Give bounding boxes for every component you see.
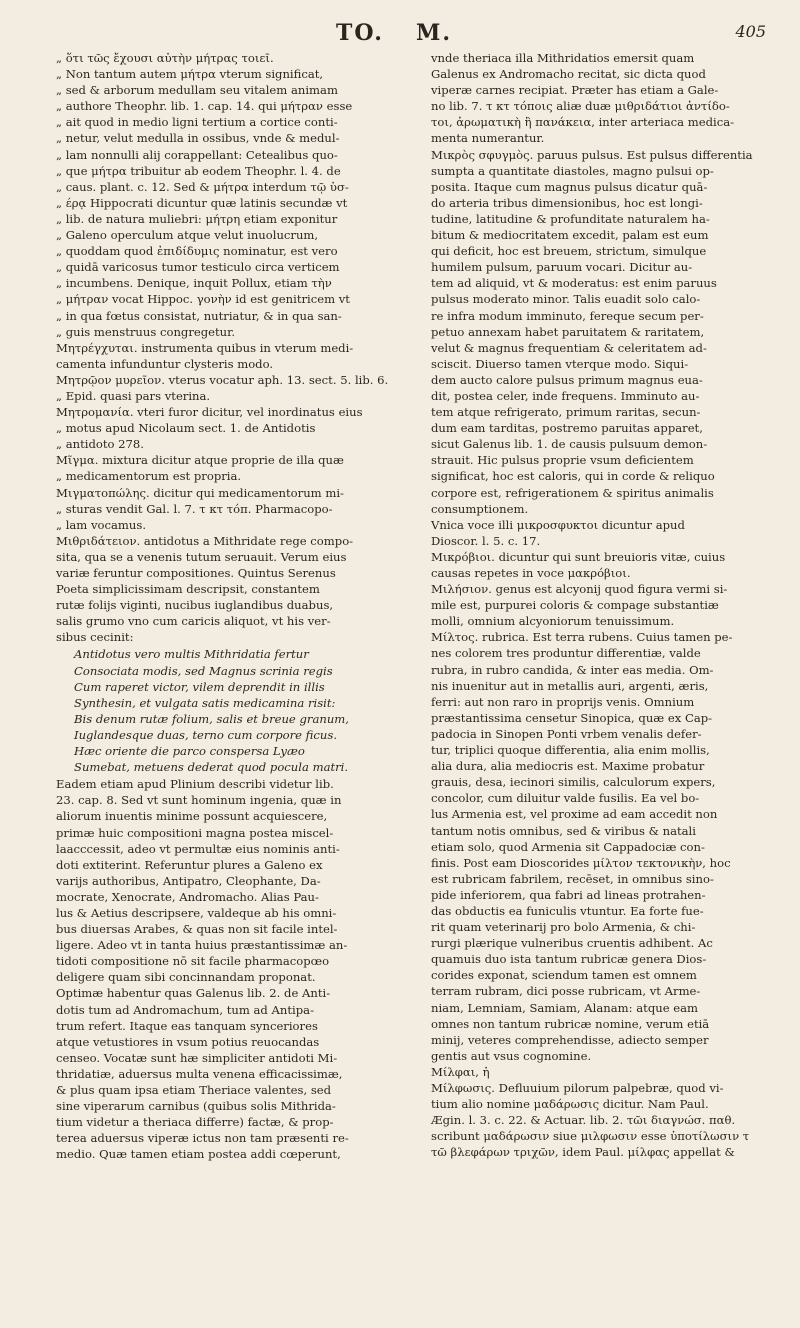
text-line: tium alio nomine μαδάρωσις dicitur. Nam Paul.: [431, 1097, 709, 1112]
text-line: „ quidā varicosus tumor testiculo circa verticem: [56, 260, 340, 275]
text-line: Μικρόβιοι. dicuntur qui sunt breuioris vitæ, cuius: [431, 549, 726, 564]
text-line: ligere. Adeo vt in tanta huius præstantissimæ an-: [56, 938, 348, 953]
text-line: das obductis ea funiculis vtuntur. Ea forte fue-: [431, 903, 704, 918]
text-line: velut & magnus frequentiam & celeritatem ad-: [431, 340, 707, 355]
text-line: Μιθριδάτειον. antidotus a Mithridate rege compo-: [56, 533, 354, 548]
verse-line: Synthesin, et vulgata satis medicamina risit:: [74, 695, 336, 710]
text-line: viperæ carnes recipiat. Præter has etiam a Gale-: [431, 83, 719, 98]
running-head-left: TO.: [336, 20, 384, 46]
text-line: bitum & mediocritatem excedit, palam est eum: [431, 228, 709, 243]
text-line: humilem pulsum, paruum vocari. Dicitur au-: [431, 260, 693, 275]
text-line: significat, hoc est caloris, qui in corde & reliquo: [431, 469, 715, 484]
text-line: sicut Galenus lib. 1. de causis pulsuum demon-: [431, 437, 708, 452]
text-line: Dioscor. l. 5. c. 17.: [431, 533, 541, 548]
text-line: Eadem etiam apud Plinium describi videtur lib.: [56, 777, 334, 792]
text-line: pide inferiorem, qua fabri ad lineas protrahen-: [431, 887, 706, 902]
page-header: [56, 14, 766, 46]
text-line: Μητρέγχυται. instrumenta quibus in vterum medi-: [56, 340, 354, 355]
verse-block: [74, 646, 391, 775]
text-line: medio. Quæ tamen etiam postea addi cœperunt,: [56, 1147, 341, 1162]
text-line: Μητρομανία. vteri furor dicitur, vel inordinatus eius: [56, 405, 363, 420]
text-line: præstantissima censetur Sinopica, quæ ex Cap-: [431, 710, 713, 725]
text-line: „ έρᾳ Hippocrati dicuntur quæ latinis secundæ vt: [56, 195, 348, 210]
text-line: „ Non tantum autem μήτρα vterum significat,: [56, 67, 324, 82]
text-line: „ lam vocamus.: [56, 517, 147, 532]
text-line: lus & Aetius descripsere, valdeque ab his omni-: [56, 905, 337, 920]
text-line: mocrate, Xenocrate, Andromacho. Alias Pau-: [56, 889, 319, 904]
text-line: Poeta simplicissimam descripsit, constantem: [56, 582, 320, 597]
text-line: no lib. 7. τ κτ τόποις aliæ duæ μιθριδάτιοι ἀντίδο-: [431, 99, 730, 114]
text-line: „ guis menstruus congregetur.: [56, 324, 236, 339]
verse-line: Cum raperet victor, vilem deprendit in illis: [74, 679, 325, 694]
text-columns: [56, 50, 766, 1162]
text-line: terram rubram, dici posse rubricam, vt Arme-: [431, 984, 701, 999]
text-line: sine viperarum carnibus (quibus solis Mithrida-: [56, 1099, 336, 1114]
text-line: menta numerantur.: [431, 131, 545, 146]
text-line: strauit. Hic pulsus proprie vsum deficientem: [431, 453, 694, 468]
text-line: Optimæ habentur quas Galenus lib. 2. de Anti-: [56, 986, 331, 1001]
text-line: dum eam tarditas, postremo paruitas apparet,: [431, 421, 703, 436]
text-line: „ lib. de natura muliebri: μήτρη etiam exponitur: [56, 211, 338, 226]
text-line: „ authore Theophr. lib. 1. cap. 14. qui μήτραν esse: [56, 99, 353, 114]
running-head-right: M.: [416, 20, 453, 46]
text-line: padocia in Sinopen Ponti vrbem venalis defer-: [431, 726, 702, 741]
text-line: Μίλτος. rubrica. Est terra rubens. Cuius tamen pe-: [431, 630, 733, 645]
text-line: minij, veteres comprehendisse, adiecto semper: [431, 1032, 709, 1047]
text-line: Μικρὸς σφυγμὸς. paruus pulsus. Est pulsus differentia: [431, 147, 753, 162]
text-line: censeo. Vocatæ sunt hæ simpliciter antidoti Mi-: [56, 1050, 338, 1065]
text-line: causas repetes in voce μακρόβιοι.: [431, 566, 631, 580]
text-line: „ sed & arborum medullam seu vitalem animam: [56, 83, 338, 98]
text-line: „ in qua fœtus consistat, nutriatur, & in qua san-: [56, 308, 342, 323]
text-line: nis inuenitur aut in metallis auri, argenti, æris,: [431, 678, 709, 693]
text-line: Μίλφωσις. Defluuium pilorum palpebræ, quod vi-: [431, 1081, 724, 1095]
text-line: thridatiæ, aduersus multa venena efficacissimæ,: [56, 1066, 343, 1081]
left-column: [56, 50, 391, 1162]
text-line: variæ feruntur compositiones. Quintus Serenus: [56, 566, 336, 580]
text-line: est rubricam fabrilem, recēset, in omnibus sino-: [431, 871, 714, 886]
text-line: tem ad aliquid, vt & moderatus: est enim paruus: [431, 276, 717, 291]
text-line: dit, postea celer, inde frequens. Imminuto au-: [431, 388, 700, 403]
text-line: „ Galeno operculum atque velut inuolucrum,: [56, 228, 319, 243]
text-line: tidoti compositione nō sit facile pharmacopœo: [56, 954, 330, 969]
text-line: pulsus moderato minor. Talis euadit solo calo-: [431, 292, 701, 307]
text-line: primæ huic compositioni magna postea miscel-: [56, 825, 334, 840]
text-line: „ antidoto 278.: [56, 437, 144, 452]
text-line: varijs authoribus, Antipatro, Cleophante, Da-: [56, 873, 321, 888]
text-line: „ netur, velut medulla in ossibus, vnde & medul-: [56, 131, 340, 146]
text-line: Ægin. l. 3. c. 22. & Actuar. lib. 2. τῶι διαγνώσ. παθ.: [431, 1113, 736, 1128]
text-line: τοι, ἀρωματικὴ ἢ πανάκεια, inter arteriaca medica-: [431, 115, 735, 130]
text-line: gentis aut vsus cognomine.: [431, 1048, 592, 1063]
text-line: „ μήτραν vocat Hippoc. γονὴν id est genitricem vt: [56, 292, 350, 307]
text-line: bus diuersas Arabes, & quas non sit facile intel-: [56, 922, 338, 937]
text-line: rurgi plærique vulneribus cruentis adhibent. Ac: [431, 936, 713, 951]
text-line: Vnica voce illi μικροσφυκτοι dicuntur apud: [431, 517, 685, 532]
verse-line: Consociata modis, sed Magnus scrinia regis: [74, 663, 333, 678]
text-line: atque vetustiores in vsum potius reuocandas: [56, 1034, 320, 1049]
text-line: Μῖγμα. mixtura dicitur atque proprie de illa quæ: [56, 453, 344, 468]
text-line: camenta infunduntur clysteris modo.: [56, 356, 274, 371]
text-line: „ caus. plant. c. 12. Sed & μήτρα interdum τῷ ὑσ-: [56, 179, 349, 194]
text-line: corpore est, refrigerationem & spiritus animalis: [431, 485, 714, 500]
text-line: scribunt μαδάρωσιν siue μιλφωσιν esse ὑποτίλωσιν τ: [431, 1129, 750, 1144]
text-line: corides exponat, sciendum tamen est omnem: [431, 968, 697, 983]
text-line: Galenus ex Andromacho recitat, sic dicta quod: [431, 67, 706, 82]
text-line: 23. cap. 8. Sed vt sunt hominum ingenia, quæ in: [56, 793, 342, 808]
text-line: salis grumo vno cum caricis aliquot, vt his ver-: [56, 614, 331, 629]
text-line: rutæ folijs viginti, nucibus iuglandibus duabus,: [56, 598, 334, 613]
text-line: nes colorem tres produntur differentiæ, valde: [431, 646, 701, 661]
text-line: doti extiterint. Referuntur plures a Galeno ex: [56, 857, 323, 872]
text-line: „ sturas vendit Gal. l. 7. τ κτ τόπ. Pharmacopo-: [56, 501, 333, 516]
text-line: sumpta a quantitate diastoles, magno pulsui op-: [431, 163, 714, 178]
text-line: re infra modum imminuto, fereque secum per-: [431, 308, 704, 323]
verse-line: Iuglandesque duas, terno cum corpore ficus.: [74, 727, 338, 742]
text-line: terea aduersus viperæ ictus non tam præsenti re-: [56, 1131, 349, 1146]
text-line: sciscit. Diuerso tamen vterque modo. Siqui-: [431, 356, 689, 371]
text-line: quamuis duo ista tantum rubricæ genera Dios-: [431, 952, 707, 967]
text-line: tantum notis omnibus, sed & viribus & natali: [431, 823, 696, 838]
text-line: consumptionem.: [431, 501, 529, 516]
text-line: Μίλφαι, ἡ: [431, 1064, 490, 1079]
text-line: τῶ βλεφάρων τριχῶν, idem Paul. μίλφας appellat &: [431, 1145, 735, 1160]
verse-line: Antidotus vero multis Mithridatia fertur: [74, 647, 309, 662]
text-line: rit quam veterinarij pro bolo Armenia, & chi-: [431, 920, 696, 935]
text-line: concolor, cum diluitur valde fusilis. Ea vel bo-: [431, 791, 700, 806]
text-line: trum refert. Itaque eas tanquam synceriores: [56, 1018, 318, 1033]
text-line: dotis tum ad Andromachum, tum ad Antipa-: [56, 1002, 314, 1017]
text-line: „ lam nonnulli alij corappellant: Cetealibus quo-: [56, 147, 338, 162]
text-line: deligere quam sibi concinnandam proponat.: [56, 970, 316, 985]
text-line: alia dura, alia mediocris est. Maxime probatur: [431, 759, 705, 774]
text-line: omnes non tantum rubricæ nomine, verum etiā: [431, 1016, 710, 1031]
text-line: laacccessit, adeo vt permultæ eius nominis anti-: [56, 841, 340, 856]
text-line: posita. Itaque cum magnus pulsus dicatur quā-: [431, 179, 708, 194]
text-line: „ ait quod in medio ligni tertium a cortice conti-: [56, 115, 338, 130]
text-line: rubra, in rubro candida, & inter eas media. Om-: [431, 662, 714, 677]
text-line: tium videtur a theriaca differre) factæ, & prop-: [56, 1115, 334, 1130]
text-line: „ ὅτι τῶς ἔχουσι αὐτὴν μήτρας τοιεῖ.: [56, 51, 274, 65]
text-line: sita, qua se a venenis tutum seruauit. Verum eius: [56, 549, 347, 564]
text-line: do arteria tribus dimensionibus, hoc est longi-: [431, 195, 703, 210]
text-line: ferri: aut non raro in proprijs venis. Omnium: [431, 694, 695, 709]
text-line: „ incumbens. Denique, inquit Pollux, etiam τὴν: [56, 276, 332, 291]
text-line: „ motus apud Nicolaum sect. 1. de Antidotis: [56, 421, 316, 436]
text-line: molli, omnium alcyoniorum tenuissimum.: [431, 614, 675, 629]
text-line: tur, triplici quoque differentia, alia enim mollis,: [431, 743, 710, 758]
text-line: Μιλήσιον. genus est alcyonij quod figura vermi si-: [431, 582, 728, 597]
text-line: „ quoddam quod ἐπιδίδυμις nominatur, est vero: [56, 244, 338, 259]
text-line: „ medicamentorum est propria.: [56, 469, 242, 484]
verse-line: Hæc oriente die parco conspersa Lyæo: [74, 744, 305, 759]
text-line: tudine, latitudine & profunditate naturalem ha-: [431, 211, 710, 226]
verse-line: Sumebat, metuens dederat quod pocula matri.: [74, 760, 349, 775]
text-line: niam, Lemniam, Samiam, Alanam: atque eam: [431, 1000, 699, 1015]
text-line: dem aucto calore pulsus primum magnus eua-: [431, 372, 703, 387]
text-line: grauis, desa, iecinori similis, calculorum expers,: [431, 775, 716, 790]
text-line: Μητρῷον μυρεῖον. vterus vocatur aph. 13. sect. 5. lib. 6.: [56, 372, 389, 387]
text-line: qui deficit, hoc est breuem, strictum, simulque: [431, 244, 707, 259]
right-column: [431, 50, 766, 1162]
text-line: „ Epid. quasi pars vterina.: [56, 388, 211, 403]
text-line: vnde theriaca illa Mithridatios emersit quam: [431, 51, 695, 65]
text-line: „ que μήτρα tribuitur ab eodem Theophr. l. 4. de: [56, 163, 341, 178]
page-number: 405: [735, 22, 766, 41]
text-line: etiam solo, quod Armenia sit Cappadociæ con-: [431, 839, 705, 854]
text-line: Μιγματοπώλης. dicitur qui medicamentorum mi-: [56, 485, 344, 500]
text-line: aliorum inuentis minime possunt acquiescere,: [56, 809, 328, 824]
text-line: mile est, purpurei coloris & compage substantiæ: [431, 598, 719, 613]
text-line: tem atque refrigerato, primum raritas, secun-: [431, 405, 701, 420]
verse-line: Bis denum rutæ folium, salis et breue granum,: [74, 711, 349, 726]
text-line: petuo annexam habet paruitatem & raritatem,: [431, 324, 705, 339]
text-line: finis. Post eam Dioscorides μίλτον τεκτονικὴν, hoc: [431, 855, 731, 870]
text-line: sibus cecinit:: [56, 630, 134, 645]
text-line: & plus quam ipsa etiam Theriace valentes, sed: [56, 1083, 332, 1097]
text-line: lus Armenia est, vel proxime ad eam accedit non: [431, 807, 718, 822]
